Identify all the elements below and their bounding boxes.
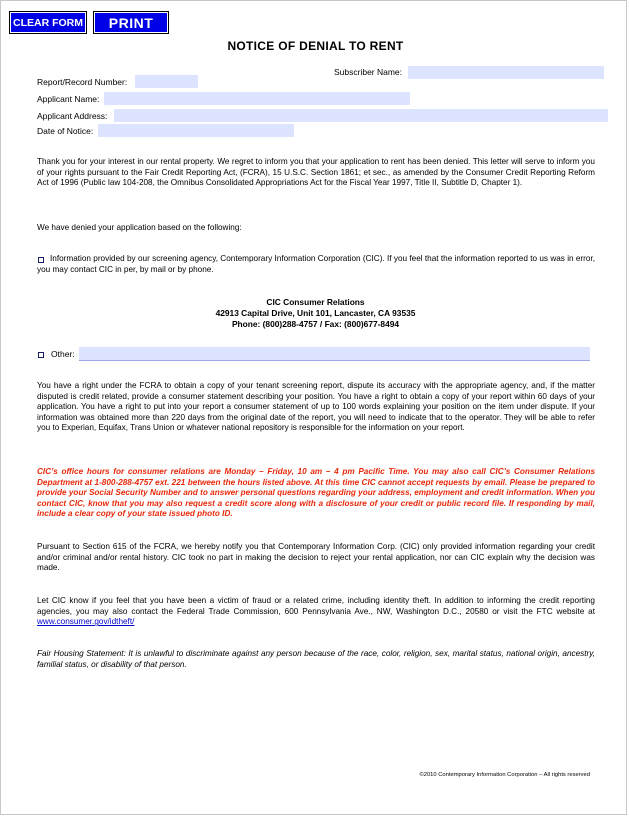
applicant-address-label: Applicant Address:	[37, 111, 108, 121]
applicant-address-field[interactable]	[114, 109, 608, 122]
report-number-field[interactable]	[135, 75, 198, 88]
applicant-name-field[interactable]	[104, 92, 410, 105]
subscriber-name-label: Subscriber Name:	[334, 67, 403, 77]
cic-contact-phone: Phone: (800)288-4757 / Fax: (800)677-8494	[231, 319, 400, 329]
print-button[interactable]: PRINT	[94, 12, 168, 33]
office-hours-paragraph: CIC’s office hours for consumer relations are Monday – Friday, 10 am – 4 pm Pacific Time. You may also call CIC’s Consumer Relations Department at 1-800-288-4757 ext. 221 between the hours listed above. At this time CIC cannot accept requests by email. Please be prepared to provide your Social Security Number and to answer personal questions regarding your address, employment and credit information. When you contact CIC, know that you may also request a credit score along with a disclosure of your credit or public record file. If responding by mail, include a clear copy of your state issued photo ID.	[37, 467, 595, 519]
date-of-notice-field[interactable]	[98, 124, 294, 137]
cic-contact-name: CIC Consumer Relations	[266, 297, 365, 307]
fraud-text: Let CIC know if you feel that you have been a victim of fraud or a related crime, including identity theft. In addition to informing the credit reporting agencies, you may also contact the Federal Trade Commission, 600 Pennsylvania Ave., NW, Washington D.C., 20580 or visit the FTC website at	[37, 596, 595, 616]
cic-contact-address: 42913 Capital Drive, Unit 101, Lancaster, CA 93535	[215, 308, 416, 318]
fair-housing-statement: Fair Housing Statement: It is unlawful to discriminate against any person because of the race, color, religion, sex, marital status, national origin, ancestry, familial status, or disability of that person.	[37, 649, 595, 669]
denied-basis-text: We have denied your application based on the following:	[37, 223, 242, 232]
date-of-notice-label: Date of Notice:	[37, 126, 94, 136]
fraud-paragraph	[37, 596, 595, 628]
section-615-paragraph: Pursuant to Section 615 of the FCRA, we hereby notify you that Contemporary Information Corp. (CIC) only provided information regarding your credit and/or criminal and/or rental history. CIC took no part in making the decision to reject your rental application, nor can CIC explain why the decision was made.	[37, 542, 595, 573]
applicant-name-label: Applicant Name:	[37, 94, 100, 104]
other-field[interactable]	[79, 347, 590, 361]
ftc-link[interactable]: www.consumer.gov/idtheft/	[37, 617, 135, 627]
copyright-footer: ©2010 Contemporary Information Corporation – All rights reserved	[419, 772, 590, 778]
intro-paragraph: Thank you for your interest in our rental property. We regret to inform you that your application to rent has been denied. This letter will serve to inform you of your rights pursuant to the Fair Credit Reporting Act, (FCRA), 15 U.S.C. Section 1861; et sec., as amended by the Consumer Credit Reporting Reform Act of 1996 (Public law 104-208, the Omnibus Consolidated Appropriations Act for the Fiscal Year 1997, Title II, Subtitle D, Chapter 1).	[37, 157, 595, 188]
report-number-label: Report/Record Number:	[37, 77, 128, 87]
subscriber-name-field[interactable]	[408, 66, 604, 79]
other-label: Other:	[51, 349, 75, 359]
page-title: NOTICE OF DENIAL TO RENT	[227, 39, 404, 53]
rights-paragraph: You have a right under the FCRA to obtain a copy of your tenant screening report, dispute its accuracy with the appropriate agency, and, if the matter disputed is credit related, provide a consumer statement describing your position. You have a right to obtain a copy of your report within 60 days of your application. You have a right to put into your report a consumer statement of up to 100 words explaining your position on the item under dispute. If your information was obtained more than 220 days from the original date of the report, you will need to indicate that to the operator. They will be able to refer you to Experian, Equifax, Trans Union or whatever national repository is responsible for the information on your report.	[37, 381, 595, 433]
cic-option-text: Information provided by our screening agency, Contemporary Information Corporation (CIC). If you feel that the information reported to us was in error, you may contact CIC in per, by mail or by phone.	[37, 254, 595, 274]
clear-form-button[interactable]: CLEAR FORM	[10, 12, 86, 33]
other-option-checkbox[interactable]	[38, 352, 44, 358]
